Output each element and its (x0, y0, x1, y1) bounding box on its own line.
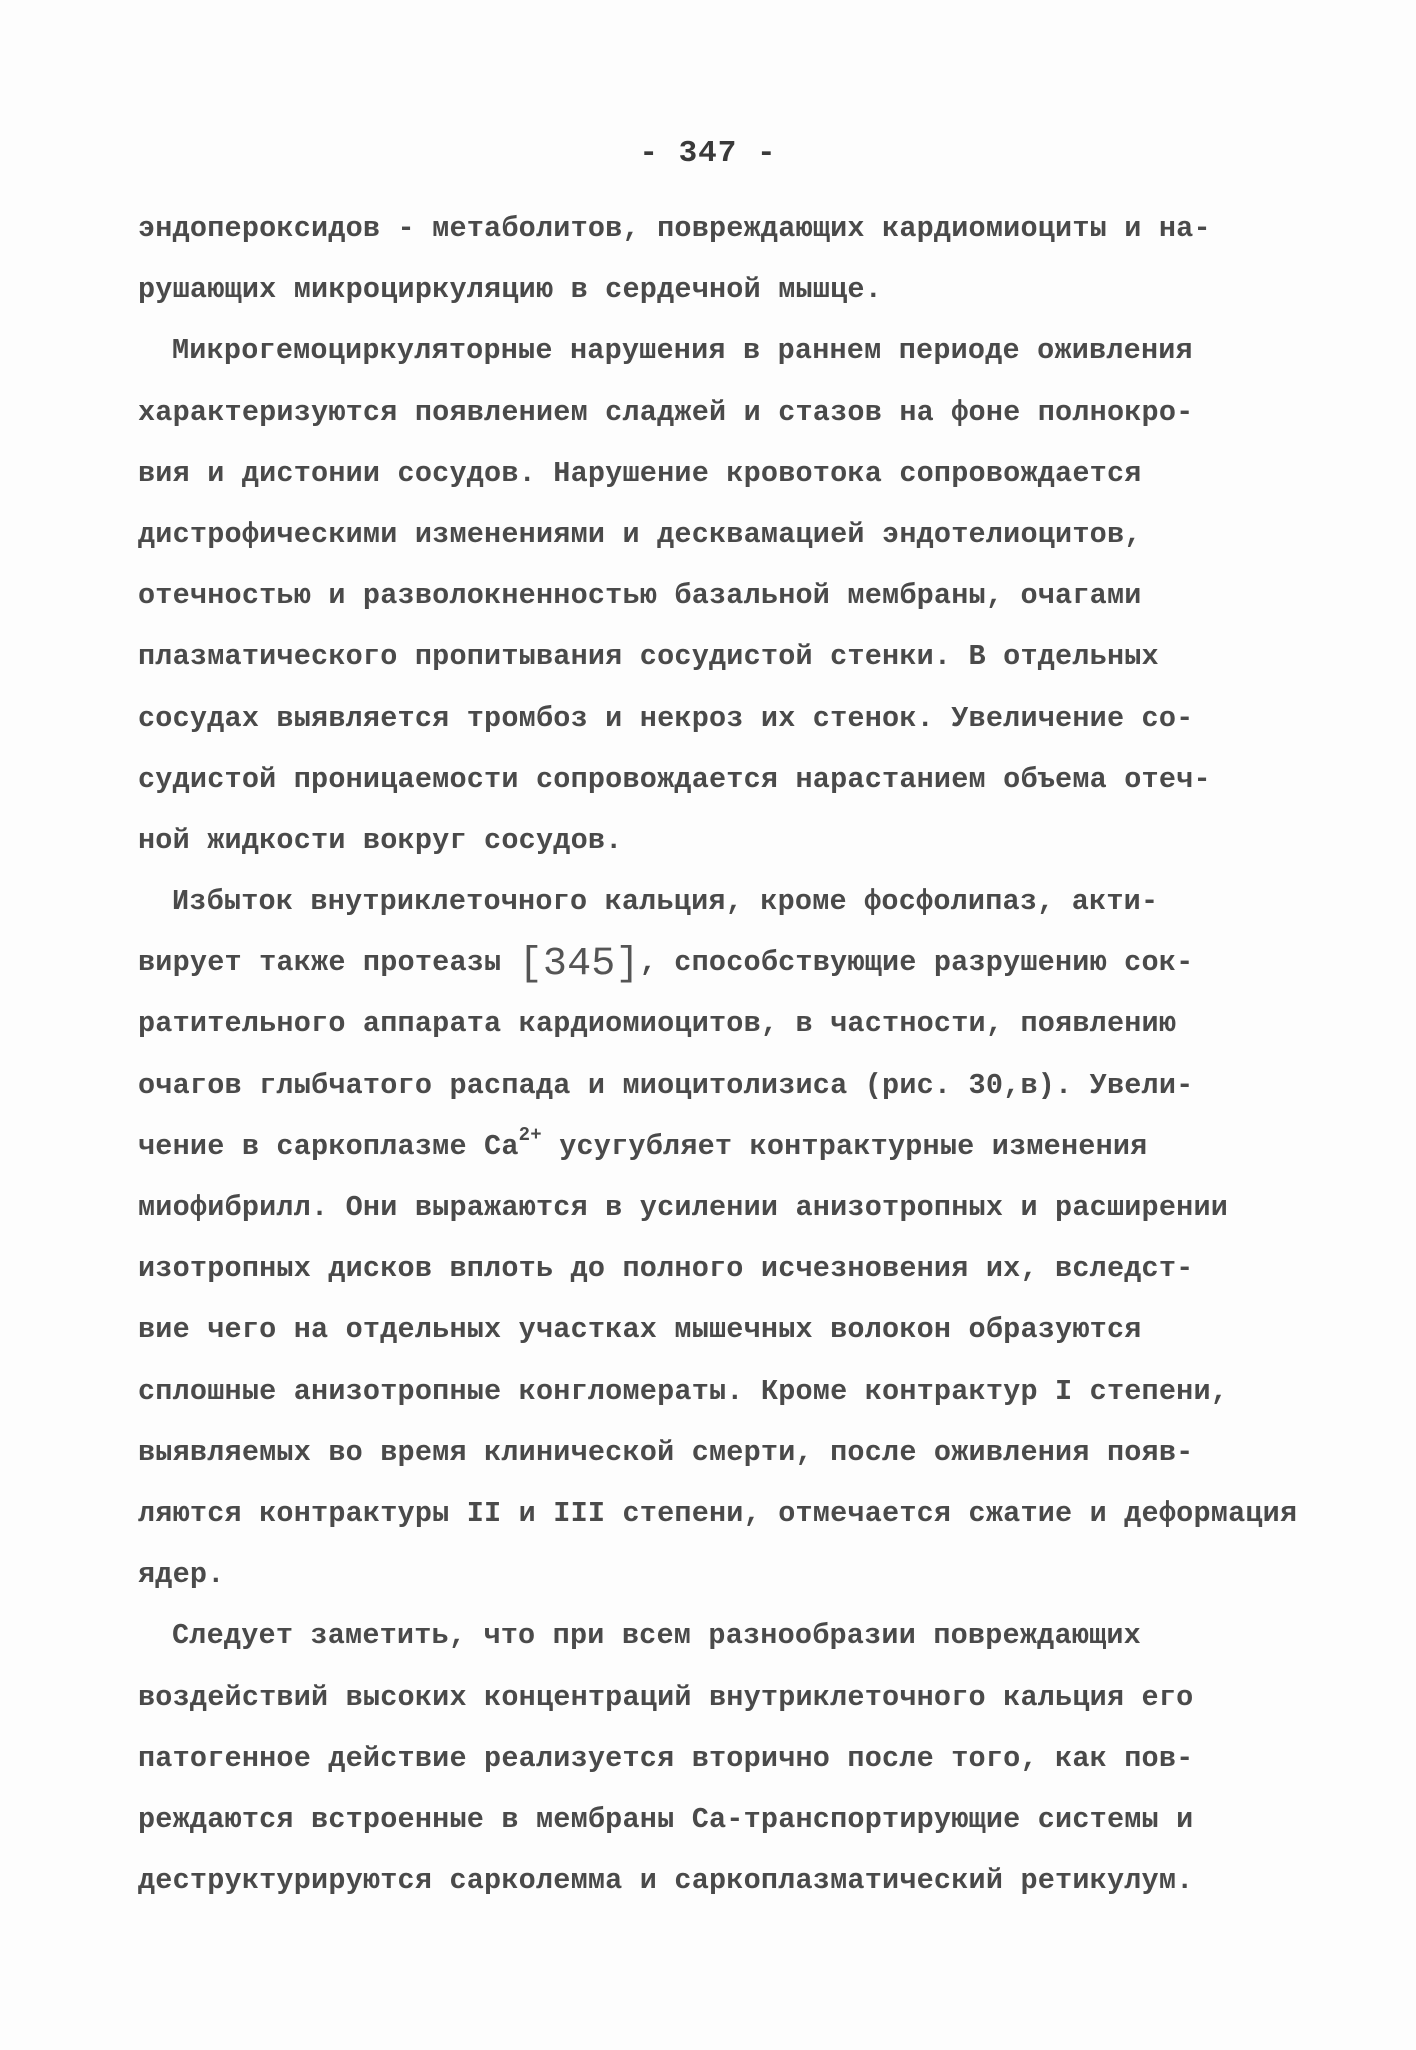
text-line: вия и дистонии сосудов. Нарушение кровотока сопровождается (138, 456, 1142, 490)
paragraph-1 (138, 198, 1288, 320)
superscript-charge: 2+ (518, 1123, 542, 1146)
text-line: плазматического пропитывания сосудистой стенки. В отдельных (138, 640, 1159, 674)
paragraph-4 (138, 1605, 1288, 1911)
text-line: вие чего на отдельных участках мышечных волокон образуются (138, 1313, 1142, 1347)
text-line: Избыток внутриклеточного кальция, кроме фосфолипаз, акти- (172, 885, 1159, 919)
text-line: судистой проницаемости сопровождается нарастанием объема отеч- (138, 762, 1211, 796)
text-line: Следует заметить, что при всем разнообразии повреждающих (172, 1619, 1141, 1653)
text-line: ядер. (138, 1558, 225, 1592)
paragraph-2 (138, 320, 1288, 871)
text-line: ляются контрактуры II и III степени, отмечается сжатие и деформация (138, 1496, 1298, 1530)
text-line: реждаются встроенные в мембраны Ca-транспортирующие системы и (138, 1802, 1194, 1836)
text-line: миофибрилл. Они выражаются в усилении анизотропных и расширении (138, 1191, 1229, 1224)
line-text: чение в саркоплазме Ca (138, 1129, 519, 1163)
text-line: сосудах выявляется тромбоз и некроз их стенок. Увеличение со- (138, 701, 1194, 735)
text-line: рушающих микроциркуляцию в сердечной мышце. (138, 273, 883, 307)
text-line: сплошные анизотропные конгломераты. Кроме контрактур I степени, (138, 1374, 1229, 1408)
text-line: выявляемых во время клинической смерти, после оживления появ- (138, 1435, 1194, 1469)
page-number: - 347 - (639, 136, 777, 171)
text-line: отечностью и разволокненностью базальной мембраны, очагами (138, 579, 1142, 613)
body-text (138, 198, 1298, 1911)
text-line: характеризуются появлением сладжей и стазов на фоне полнокро- (138, 395, 1194, 429)
text-line (138, 1116, 1288, 1177)
text-line: эндопероксидов - метаболитов, повреждающих кардиомиоциты и на- (138, 212, 1211, 245)
text-line: Микрогемоциркуляторные нарушения в раннем периоде оживления (172, 334, 1193, 368)
text-line (138, 932, 1288, 993)
text-line: ратительного аппарата кардиомиоцитов, в частности, появлению (138, 1007, 1177, 1041)
text-line: ной жидкости вокруг сосудов. (138, 823, 623, 857)
text-line: воздействий высоких концентраций внутриклеточного кальция его (138, 1680, 1194, 1714)
text-line: деструктурируются сарколемма и саркоплазматический ретикулум. (138, 1864, 1194, 1898)
line-text: , способствующие разрушению сок- (639, 946, 1194, 980)
text-line: дистрофическими изменениями и десквамацией эндотелиоцитов, (138, 517, 1142, 551)
line-text: вирует также протеазы (138, 946, 519, 980)
text-line: патогенное действие реализуется вторично после того, как пов- (138, 1741, 1194, 1775)
paragraph-3 (138, 871, 1298, 1605)
citation-reference: [345] (518, 942, 640, 988)
text-line: изотропных дисков вплоть до полного исчезновения их, вследст- (138, 1252, 1194, 1286)
text-line: очагов глыбчатого распада и миоцитолизиса (рис. 30,в). Увели- (138, 1068, 1194, 1102)
line-text: усугубляет контрактурные изменения (541, 1129, 1148, 1163)
